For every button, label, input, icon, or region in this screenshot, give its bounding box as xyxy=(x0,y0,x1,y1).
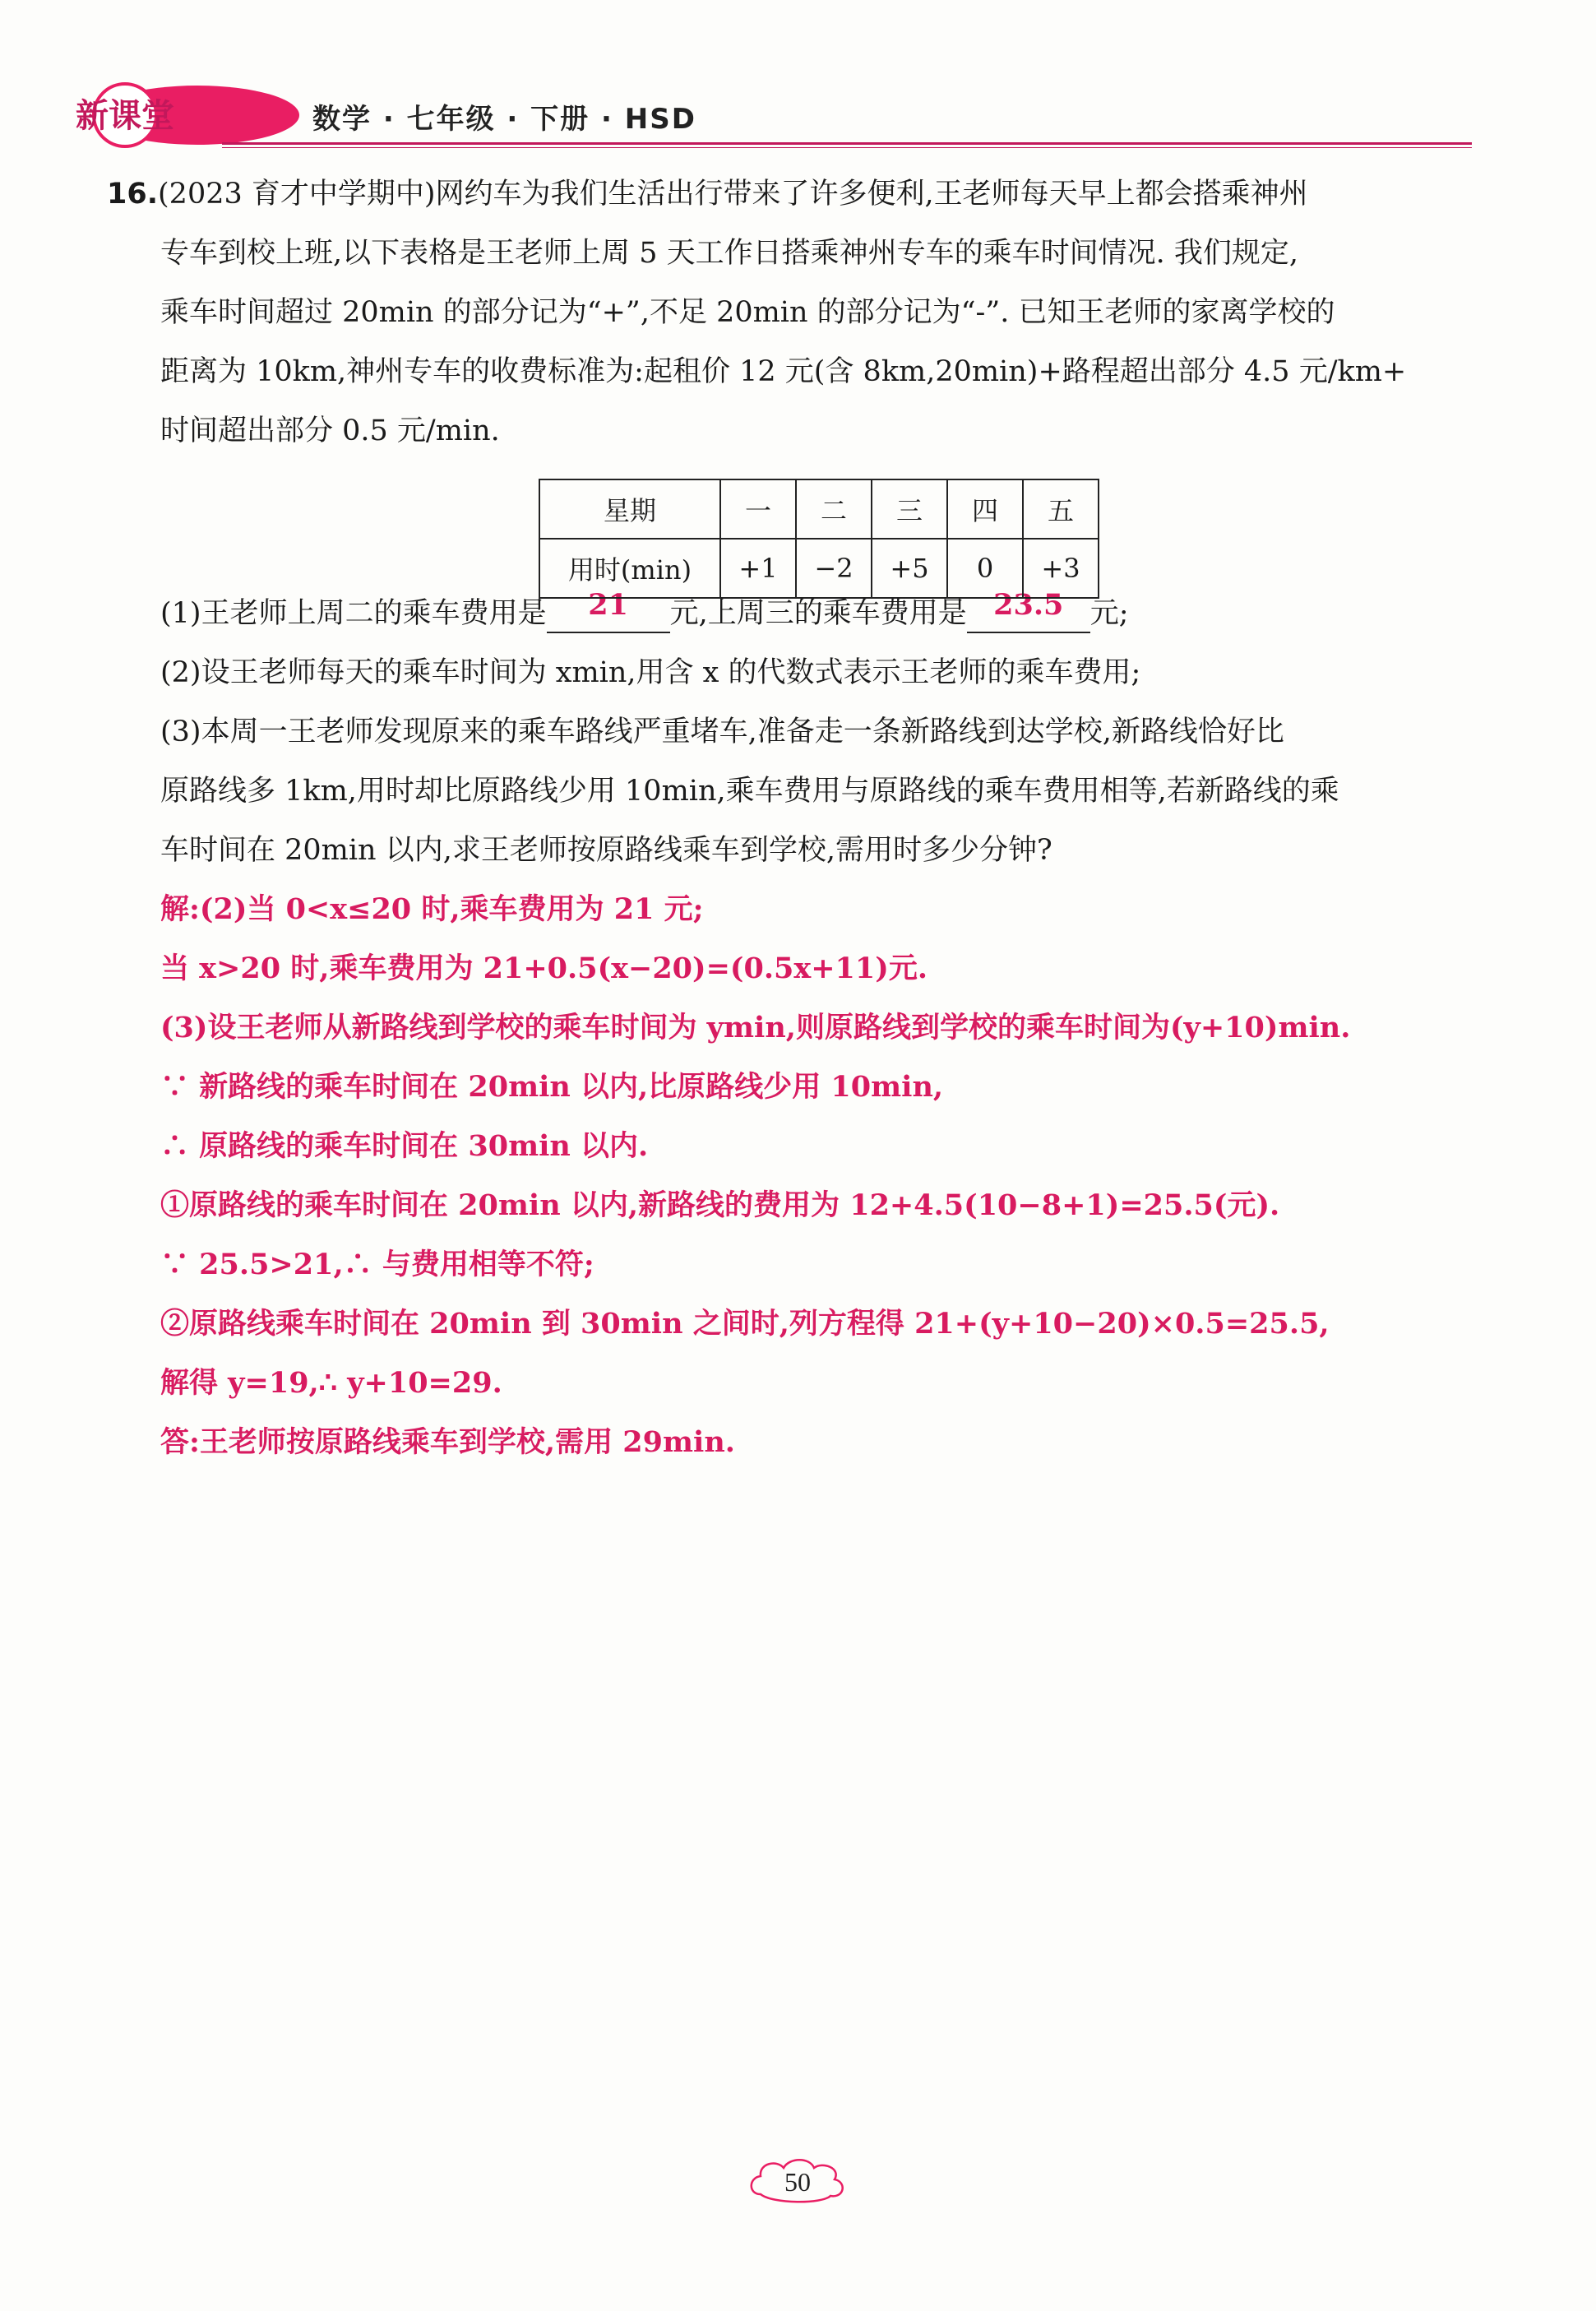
page-footer xyxy=(744,2153,851,2211)
page-header xyxy=(76,78,1472,152)
solution-line-6: ①原路线的乘车时间在 20min 以内,新路线的费用为 12+4.5(10−8+1)=25.5(元). xyxy=(160,1188,1280,1222)
problem-line-5: 时间超出部分 0.5 元/min. xyxy=(160,414,500,447)
question-1: (1)王老师上周二的乘车费用是 21 元,上周三的乘车费用是 23.5 元; xyxy=(107,584,1488,643)
table-cell: +5 xyxy=(872,539,947,598)
problem-number: 16. xyxy=(107,178,159,211)
table-cell: 0 xyxy=(947,539,1023,598)
table-cell: −2 xyxy=(796,539,872,598)
logo-char-1: 新课堂 xyxy=(76,97,174,135)
solution-line-3: (3)设王老师从新路线到学校的乘车时间为 ymin,则原路线到学校的乘车时间为(y+10)min. xyxy=(160,1011,1351,1044)
solution-line-4: ∵ 新路线的乘车时间在 20min 以内,比原路线少用 10min, xyxy=(160,1070,944,1104)
question-3-line-3: 车时间在 20min 以内,求王老师按原路线乘车到学校,需用时多少分钟? xyxy=(160,834,1052,867)
table-cell: 四 xyxy=(947,479,1023,539)
solution-answer: 答:王老师按原路线乘车到学校,需用 29min. xyxy=(160,1425,735,1459)
question-2: (2)设王老师每天的乘车时间为 xmin,用含 x 的代数式表示王老师的乘车费用; xyxy=(160,656,1141,689)
question-3-line-1: (3)本周一王老师发现原来的乘车路线严重堵车,准备走一条新路线到达学校,新路线恰好比 xyxy=(160,716,1284,748)
table-cell: 三 xyxy=(872,479,947,539)
table-cell: +3 xyxy=(1023,539,1099,598)
table-cell: 一 xyxy=(720,479,796,539)
problem-line-1: 16.(2023 育才中学期中)网约车为我们生活出行带来了许多便利,王老师每天早上都会搭乘神州 xyxy=(107,178,1308,211)
solution-line-7: ∵ 25.5>21,∴ 与费用相等不符; xyxy=(160,1248,594,1281)
book-title: 数学 · 七年级 · 下册 · HSD xyxy=(312,103,696,136)
header-rule xyxy=(222,142,1472,145)
brand-logo xyxy=(76,78,304,152)
problem-16 xyxy=(107,164,1488,1472)
solution-line-2: 当 x>20 时,乘车费用为 21+0.5(x−20)=(0.5x+11)元. xyxy=(160,952,928,985)
time-table xyxy=(539,479,1099,599)
table-header-cell: 用时(min) xyxy=(539,539,720,598)
table-cell: 二 xyxy=(796,479,872,539)
page-number: 50 xyxy=(784,2167,811,2197)
solution-line-8: ②原路线乘车时间在 20min 到 30min 之间时,列方程得 21+(y+10−20)×0.5=25.5, xyxy=(160,1307,1330,1341)
problem-line-2: 专车到校上班,以下表格是王老师上周 5 天工作日搭乘神州专车的乘车时间情况. 我们规定, xyxy=(160,237,1299,270)
solution-line-5: ∴ 原路线的乘车时间在 30min 以内. xyxy=(160,1129,649,1163)
table-header-cell: 星期 xyxy=(539,479,720,539)
question-3-line-2: 原路线多 1km,用时却比原路线少用 10min,乘车费用与原路线的乘车费用相等,若新路线的乘 xyxy=(160,775,1339,808)
table-cell: +1 xyxy=(720,539,796,598)
table-row-weekday xyxy=(539,479,1099,539)
answer-blank-1: 21 xyxy=(547,595,670,633)
solution-line-9: 解得 y=19,∴ y+10=29. xyxy=(160,1366,502,1400)
header-rule-thin xyxy=(222,147,1472,148)
problem-line-4: 距离为 10km,神州专车的收费标准为:起租价 12 元(含 8km,20min)+路程超出部分 4.5 元/km+ xyxy=(160,355,1407,388)
table-row-time xyxy=(539,539,1099,598)
answer-blank-2: 23.5 xyxy=(967,595,1090,633)
problem-line-3: 乘车时间超过 20min 的部分记为“+”,不足 20min 的部分记为“-”. 已知王老师的家离学校的 xyxy=(160,296,1335,329)
table-cell: 五 xyxy=(1023,479,1099,539)
solution-line-1: 解:(2)当 0<x≤20 时,乘车费用为 21 元; xyxy=(160,892,704,926)
